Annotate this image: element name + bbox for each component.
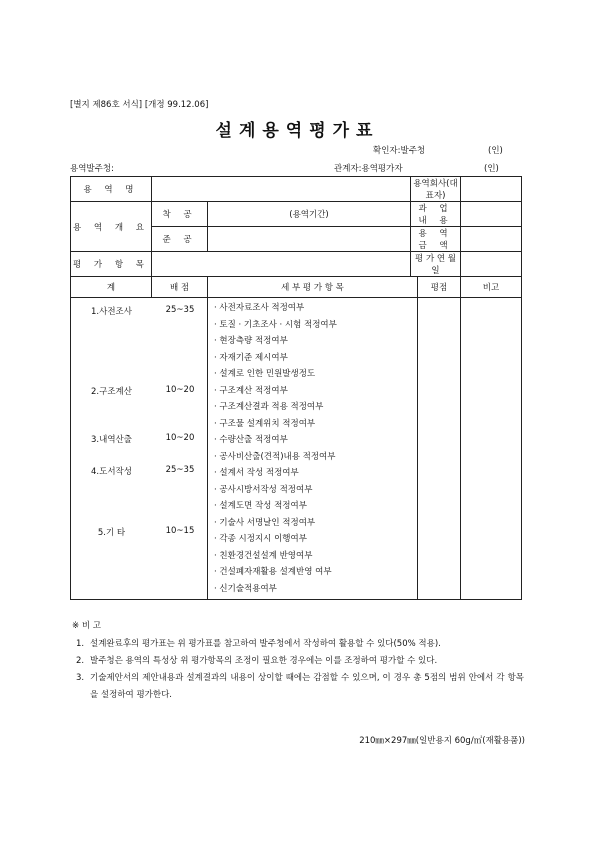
finish-value: [208, 227, 411, 252]
task-label: 과 업 내 용: [411, 202, 461, 227]
overview-label: 용 역 개 요: [71, 202, 152, 252]
category-name: 1.사전조사: [91, 307, 132, 317]
task-value: [461, 202, 522, 227]
score-cell: [418, 298, 461, 600]
category-points: 10~20: [165, 433, 195, 443]
period-label: (용역기간): [208, 202, 411, 227]
company-label: 용역회사(대표자): [411, 177, 461, 202]
remark-cell: [461, 298, 522, 600]
detail-item: · 공사시방서작성 적정여부: [214, 484, 313, 495]
detail-item: · 친환경건설설계 반영여부: [214, 550, 313, 561]
note-item: [72, 670, 524, 704]
category-points: 25~35: [165, 465, 195, 475]
paper-spec: 210㎜×297㎜(일반용지 60g/㎡(재활용품)): [359, 736, 525, 746]
category-name: 5.기 타: [97, 528, 126, 538]
detail-item: · 신기술적용여부: [214, 583, 277, 594]
notes-heading: ※ 비 고: [72, 621, 101, 631]
detail-item: · 설계서 작성 적정여부: [214, 468, 299, 478]
detail-item: · 자재기준 제시여부: [214, 352, 288, 363]
service-name-label: 용 역 명: [71, 177, 152, 202]
category-points: 25~35: [165, 305, 195, 315]
note-number: 3.: [76, 673, 85, 683]
detail-item: · 구조계산결과 적용 적정여부: [214, 402, 324, 412]
category-name: 2.구조계산: [91, 387, 132, 397]
detail-item: · 수량산출 적정여부: [214, 435, 288, 445]
start-label: 착 공: [152, 202, 208, 227]
detail-item: · 공사비산출(견적)내용 적정여부: [214, 451, 336, 462]
category-block: [71, 298, 208, 600]
relevant-party-label: 관계자:용역평가자: [334, 164, 403, 174]
category-name: 3.내역산출: [91, 435, 132, 445]
detail-item: · 구조물 설계위치 적정여부: [214, 418, 316, 429]
detail-item: · 사전자료조사 적정여부: [214, 303, 305, 313]
note-item: [72, 636, 524, 653]
detail-item: · 건설폐자재활용 설계반영 여부: [214, 567, 332, 577]
form-code: [별지 제86호 서식] [개정 99.12.06]: [70, 100, 209, 110]
notes-section: [72, 618, 524, 704]
confirmer-label: 확인자:발주청: [373, 146, 426, 156]
service-name-value: [152, 177, 411, 202]
evaluation-table: [70, 176, 522, 600]
confirmer-seal: (인): [488, 146, 503, 156]
amount-label: 용 역 금 액: [411, 227, 461, 252]
relevant-party-seal: (인): [484, 164, 499, 174]
ordering-agency-label: 용역발주청:: [70, 164, 114, 174]
detail-item: · 현장측량 적정여부: [214, 336, 288, 346]
detail-item: · 설계도면 작성 적정여부: [214, 501, 307, 511]
date-label: 평 가 연 월 일: [411, 252, 461, 277]
category-points: 10~20: [165, 385, 195, 395]
amount-value: [461, 227, 522, 252]
note-number: 1.: [76, 639, 85, 649]
remark-column-header: 비고: [461, 277, 522, 298]
points-column-header: 배 점: [152, 277, 208, 298]
items-label: 평 가 항 목: [71, 252, 152, 277]
category-name: 4.도서작성: [91, 467, 132, 477]
score-column-header: 평점: [418, 277, 461, 298]
detail-item: · 각종 시정지시 이행여부: [214, 534, 307, 544]
category-points: 10~15: [165, 526, 195, 536]
date-value: [461, 252, 522, 277]
detail-list: [208, 298, 418, 600]
company-value: [461, 177, 522, 202]
items-value: [152, 252, 411, 277]
note-text: 기술제안서의 제안내용과 설계결과의 내용이 상이할 때에는 감점할 수 있으며, 이 경우 총 5점의 범위 안에서 각 항목을 설정하여 평가한다.: [90, 673, 524, 700]
detail-item: · 기술사 서명날인 적정여부: [214, 517, 316, 528]
detail-item: · 설계로 인한 민원발생정도: [214, 369, 316, 379]
document-title: 설계용역평가표: [215, 121, 380, 141]
finish-label: 준 공: [152, 227, 208, 252]
detail-item: · 구조계산 적정여부: [214, 385, 288, 396]
note-text: 설계완료후의 평가표는 위 평가표를 참고하여 발주청에서 작성하여 활용할 수 있다(50% 적용).: [90, 639, 441, 649]
note-number: 2.: [76, 656, 85, 666]
detail-item: · 토질 · 기초조사 · 시험 적정여부: [214, 319, 337, 330]
note-item: [72, 653, 524, 670]
note-text: 발주청은 용역의 특성상 위 평가항목의 조정이 필요한 경우에는 이를 조정하여 평가할 수 있다.: [90, 656, 438, 666]
detail-column-header: 세 부 평 가 항 목: [208, 277, 418, 298]
category-column-header: 계: [71, 277, 152, 298]
